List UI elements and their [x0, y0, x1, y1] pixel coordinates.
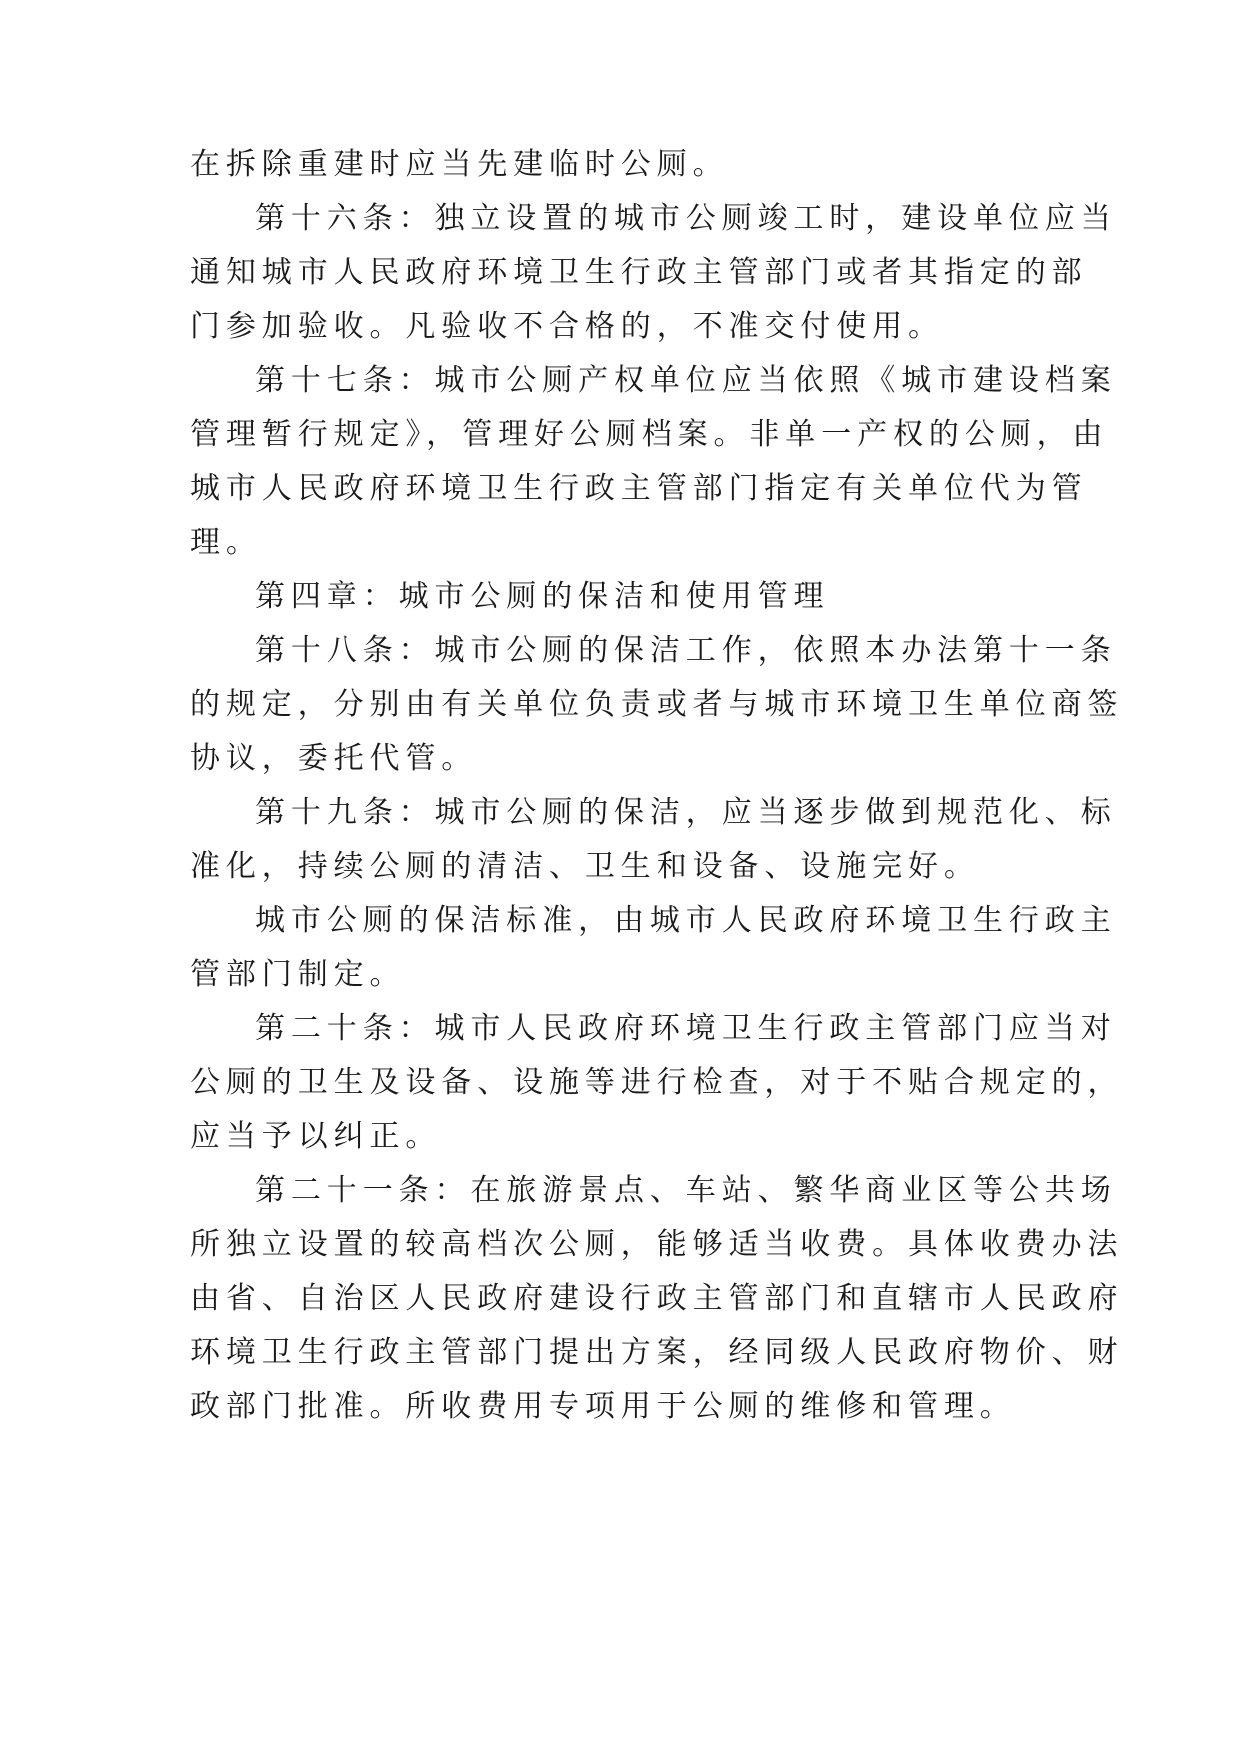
paragraph-line: 城市人民政府环境卫生行政主管部门指定有关单位代为管 — [190, 471, 1088, 506]
paragraph-line: 政部门批准。所收费用专项用于公厕的维修和管理。 — [190, 1389, 1016, 1424]
paragraph-line: 门参加验收。凡验收不合格的，不准交付使用。 — [190, 309, 944, 344]
paragraph-line: 的规定，分别由有关单位负责或者与城市环境卫生单位商签 — [190, 687, 1124, 722]
paragraph-line: 管部门制定。 — [190, 957, 406, 992]
paragraph-line: 在拆除重建时应当先建临时公厕。 — [190, 147, 729, 182]
paragraph-line: 理。 — [190, 525, 262, 560]
article-20-line: 第二十条：城市人民政府环境卫生行政主管部门应当对 — [255, 1011, 1117, 1046]
paragraph-line: 通知城市人民政府环境卫生行政主管部门或者其指定的部 — [190, 255, 1088, 290]
article-21-line: 第二十一条：在旅游景点、车站、繁华商业区等公共场 — [255, 1173, 1117, 1208]
paragraph-line: 管理暂行规定》，管理好公厕档案。非单一产权的公厕，由 — [190, 417, 1109, 452]
paragraph-line: 城市公厕的保洁标准，由城市人民政府环境卫生行政主 — [255, 903, 1117, 938]
chapter-4-heading: 第四章：城市公厕的保洁和使用管理 — [255, 579, 830, 614]
article-16-line: 第十六条：独立设置的城市公厕竣工时，建设单位应当 — [255, 201, 1117, 236]
paragraph-line: 环境卫生行政主管部门提出方案，经同级人民政府物价、财 — [190, 1335, 1124, 1370]
article-19-line: 第十九条：城市公厕的保洁，应当逐步做到规范化、标 — [255, 795, 1117, 830]
paragraph-line: 协议，委托代管。 — [190, 741, 478, 776]
article-18-line: 第十八条：城市公厕的保洁工作，依照本办法第十一条 — [255, 633, 1117, 668]
paragraph-line: 应当予以纠正。 — [190, 1119, 442, 1154]
paragraph-line: 所独立设置的较高档次公厕，能够适当收费。具体收费办法 — [190, 1227, 1124, 1262]
article-17-line: 第十七条：城市公厕产权单位应当依照《城市建设档案 — [255, 363, 1117, 398]
paragraph-line: 由省、自治区人民政府建设行政主管部门和直辖市人民政府 — [190, 1281, 1124, 1316]
paragraph-line: 公厕的卫生及设备、设施等进行检查，对于不贴合规定的， — [190, 1065, 1124, 1100]
paragraph-line: 准化，持续公厕的清洁、卫生和设备、设施完好。 — [190, 849, 980, 884]
